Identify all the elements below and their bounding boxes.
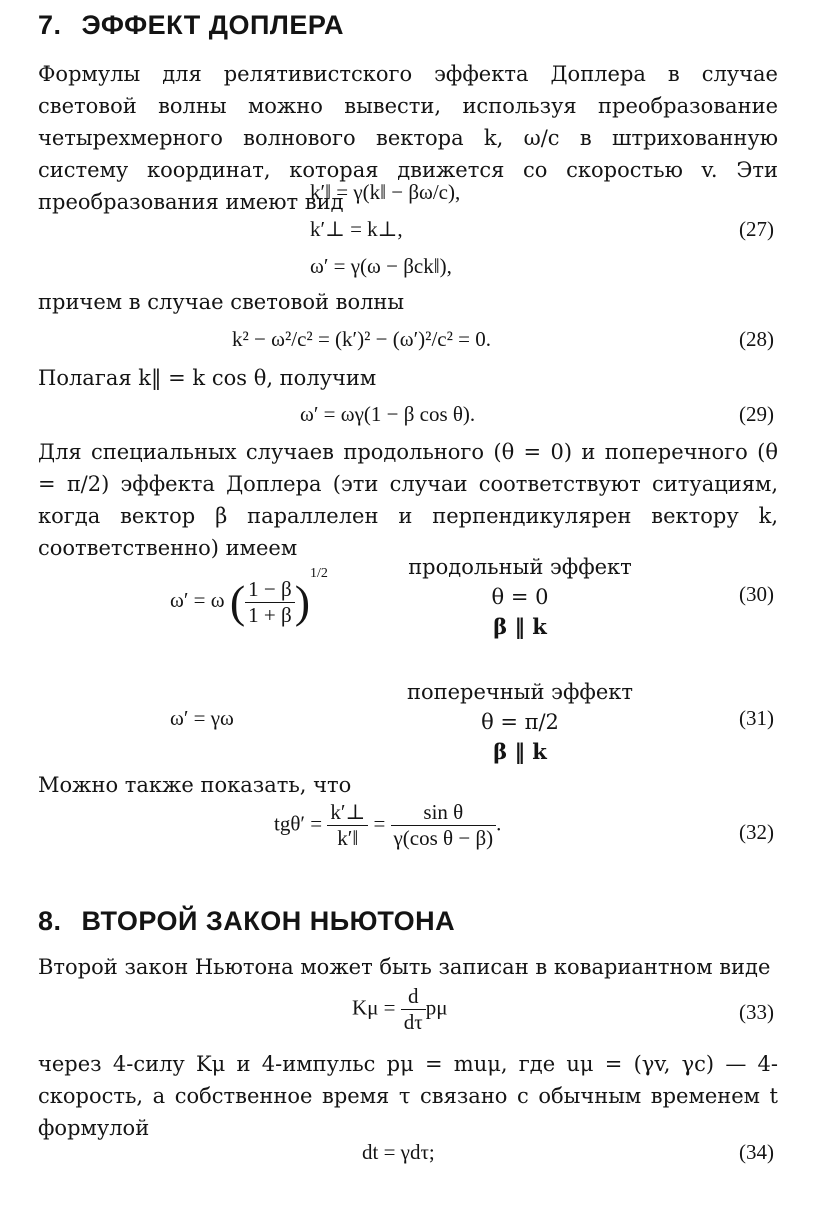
eq32-end: . — [496, 811, 502, 836]
eq31-cond1: θ = π/2 — [481, 710, 559, 734]
eq29-formula: ω′ = ωγ(1 − β cos θ). — [300, 402, 476, 426]
eq32-frac1-num: k′⊥ — [327, 800, 368, 826]
eq30-lhs: ω′ = ω — [170, 588, 225, 612]
section-8-title: ВТОРОЙ ЗАКОН НЬЮТОНА — [81, 906, 456, 936]
eq30-label: продольный эффект — [408, 555, 632, 579]
section-7-heading — [38, 10, 344, 41]
eq27-line2: k′⊥ = k⊥, — [310, 217, 403, 241]
section-8-number: 8. — [38, 906, 62, 936]
eq33-number: (33) — [739, 1000, 774, 1024]
eq30-cond2: β ‖ k — [493, 614, 547, 639]
text-before-eq32: Можно также показать, что — [38, 773, 352, 797]
eq33-frac-num: d — [401, 984, 426, 1010]
eq32-frac2-den: γ(cos θ − β) — [393, 826, 494, 850]
eq28-number: (28) — [739, 327, 774, 351]
eq30-frac-den: 1 + β — [248, 602, 292, 627]
section-7-title: ЭФФЕКТ ДОПЛЕРА — [81, 10, 345, 40]
eq30-fraction — [245, 577, 295, 628]
eq32-formula — [274, 800, 501, 851]
eq30-number: (30) — [739, 582, 774, 606]
eq32-equals: = — [373, 811, 386, 836]
eq32-fraction-2 — [391, 800, 497, 851]
special-cases-text: Для специальных случаев продольного (θ = 0) и поперечного (θ = π/2) эффекта Доплера (эти случаи соответствуют ситуациям, когда вектор β параллелен и перпендикулярен вектору k, соответственно) имеем — [38, 440, 778, 560]
eq27-number: (27) — [739, 217, 774, 241]
eq33-formula — [352, 984, 448, 1035]
eq33-fraction — [401, 984, 426, 1035]
eq33-frac-den: dτ — [403, 1010, 423, 1034]
eq34-formula: dt = γdτ; — [362, 1140, 435, 1164]
section-8-intro: Второй закон Ньютона может быть записан в ковариантном виде — [38, 955, 771, 979]
eq30-formula: ω′ = ω ( $\frac{1 - \beta}{1 + \beta}$ )$^{1/2}$ — [170, 566, 328, 628]
eq31-cond2: β ‖ k — [493, 739, 547, 764]
section-7-number: 7. — [38, 10, 62, 40]
eq33-lhs: Kμ = — [352, 995, 396, 1020]
eq29-number: (29) — [739, 402, 774, 426]
eq30-cond1: θ = 0 — [491, 585, 549, 609]
eq30-power: 1/2 — [310, 566, 328, 581]
eq30-conditions — [400, 552, 640, 642]
eq27-line1: k′‖ = γ(k‖ − βω/c), — [310, 180, 461, 204]
eq31-number: (31) — [739, 706, 774, 730]
eq32-frac1-den: k′‖ — [337, 826, 359, 850]
eq32-lhs: tgθ′ = — [274, 811, 323, 836]
section-8-heading — [38, 906, 455, 937]
eq27-line3: ω′ = γ(ω − βck‖), — [310, 254, 452, 278]
eq34-number: (34) — [739, 1140, 774, 1164]
eq32-fraction-1 — [327, 800, 368, 851]
eq32-number: (32) — [739, 820, 774, 844]
eq31-formula: ω′ = γω — [170, 706, 234, 730]
eq31-conditions — [400, 677, 640, 767]
eq32-frac2-num: sin θ — [391, 800, 497, 826]
eq30-frac-num: 1 − β — [245, 577, 295, 603]
eq31-label: поперечный эффект — [406, 680, 633, 704]
eq28-formula: k² − ω²/c² = (k′)² − (ω′)²/c² = 0. — [232, 327, 492, 351]
text-after-eq33: через 4-силу Kμ и 4-импульс pμ = muμ, где uμ = (γv, γc) — 4-скорость, а собственное время τ связано с обычным временем t формулой — [38, 1052, 778, 1140]
text-after-eq27: причем в случае световой волны — [38, 290, 405, 314]
section-7-intro: Формулы для релятивистского эффекта Доплера в случае световой волны можно вывести, используя преобразование четырехмерного волнового вектора k, ω/c в штрихованную систему координат, которая движется со скоростью v. Эти преобразования имеют вид — [38, 62, 778, 214]
text-before-eq29: Полагая k‖ = k cos θ, получим — [38, 366, 377, 390]
eq33-rhs: pμ — [425, 995, 448, 1020]
